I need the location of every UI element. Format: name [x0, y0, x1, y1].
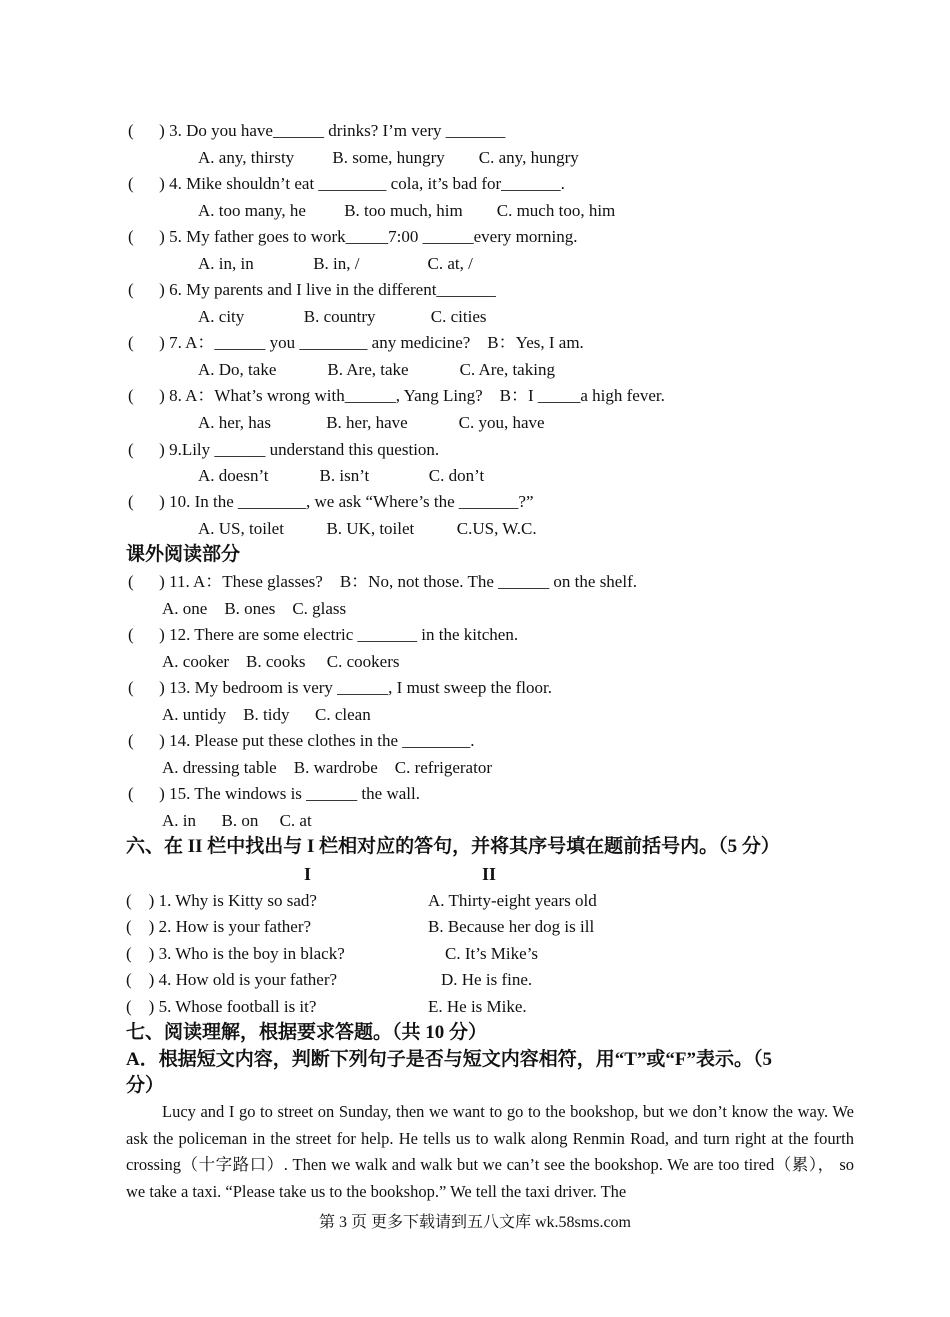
question-14: ( ) 14. Please put these clothes in the ________.: [128, 731, 475, 750]
question-8-options: A. her, has B. her, have C. you, have: [198, 413, 545, 432]
question-14-options: A. dressing table B. wardrobe C. refrigerator: [162, 758, 492, 777]
question-5: ( ) 5. My father goes to work_____7:00 ______every morning.: [128, 227, 578, 246]
column-i-header: I: [304, 864, 312, 884]
page-footer: 第 3 页 更多下载请到五八文库 wk.58sms.com: [318, 1214, 631, 1231]
section-7-heading: 七、阅读理解，根据要求答题。（共 10 分）: [126, 1022, 488, 1043]
question-7-options: A. Do, take B. Are, take C. Are, taking: [198, 360, 555, 379]
match-question-4: ( ) 4. How old is your father?: [126, 970, 338, 989]
question-12: ( ) 12. There are some electric _______ in the kitchen.: [128, 625, 519, 644]
reading-passage: Lucy and I go to street on Sunday, then we want to go to the bookshop, but we don’t know the way. We ask the policeman in the street for help. He tells us to walk along Renmin Road, and turn right at the fourth crossing（十字路口）. Then we walk and walk but we can’t see the bookshop. We are too tired（累）， so we take a taxi. “Please take us to the bookshop.” We tell the taxi driver. The: [126, 1102, 854, 1201]
match-question-3: ( ) 3. Who is the boy in black?: [126, 944, 345, 963]
question-13-options: A. untidy B. tidy C. clean: [162, 705, 371, 724]
question-3-options: A. any, thirsty B. some, hungry C. any, hungry: [198, 148, 579, 167]
question-15-options: A. in B. on C. at: [162, 811, 312, 830]
question-13: ( ) 13. My bedroom is very ______, I must sweep the floor.: [128, 678, 552, 697]
part-a-instruction-line1: A．根据短文内容，判断下列句子是否与短文内容相符，用“T”或“F”表示。（5: [126, 1049, 773, 1070]
question-11: ( ) 11. A：These glasses? B：No, not those. The ______ on the shelf.: [128, 572, 637, 591]
question-5-options: A. in, in B. in, / C. at, /: [198, 254, 473, 273]
question-11-options: A. one B. ones C. glass: [162, 599, 347, 618]
question-4: ( ) 4. Mike shouldn’t eat ________ cola, it’s bad for_______.: [128, 174, 565, 193]
match-question-5: ( ) 5. Whose football is it?: [126, 997, 317, 1016]
match-answer-d: D. He is fine.: [441, 970, 533, 989]
question-8: ( ) 8. A：What’s wrong with______, Yang Ling? B：I _____a high fever.: [128, 386, 665, 405]
part-a-instruction-line2: 分）: [126, 1075, 165, 1096]
question-10-options: A. US, toilet B. UK, toilet C.US, W.C.: [198, 519, 537, 538]
question-9-options: A. doesn’t B. isn’t C. don’t: [198, 466, 485, 485]
match-answer-a: A. Thirty-eight years old: [428, 891, 597, 910]
match-question-1: ( ) 1. Why is Kitty so sad?: [126, 891, 317, 910]
section-6-heading: 六、在 II 栏中找出与 I 栏相对应的答句，并将其序号填在题前括号内。（5 分）: [126, 836, 780, 857]
column-ii-header: II: [482, 864, 497, 884]
question-3: ( ) 3. Do you have______ drinks? I’m very _______: [128, 121, 506, 140]
question-6: ( ) 6. My parents and I live in the different_______: [128, 280, 496, 299]
question-12-options: A. cooker B. cooks C. cookers: [162, 652, 400, 671]
question-9: ( ) 9.Lily ______ understand this question.: [128, 440, 440, 459]
question-10: ( ) 10. In the ________, we ask “Where’s the _______?”: [128, 492, 534, 511]
question-4-options: A. too many, he B. too much, him C. much too, him: [198, 201, 616, 220]
question-7: ( ) 7. A：______ you ________ any medicine? B：Yes, I am.: [128, 333, 584, 352]
match-answer-e: E. He is Mike.: [428, 997, 527, 1016]
match-question-2: ( ) 2. How is your father?: [126, 917, 312, 936]
match-answer-c: C. It’s Mike’s: [445, 944, 539, 963]
question-15: ( ) 15. The windows is ______ the wall.: [128, 784, 420, 803]
extra-reading-heading: 课外阅读部分: [126, 544, 241, 565]
question-6-options: A. city B. country C. cities: [198, 307, 487, 326]
match-answer-b: B. Because her dog is ill: [428, 917, 595, 936]
